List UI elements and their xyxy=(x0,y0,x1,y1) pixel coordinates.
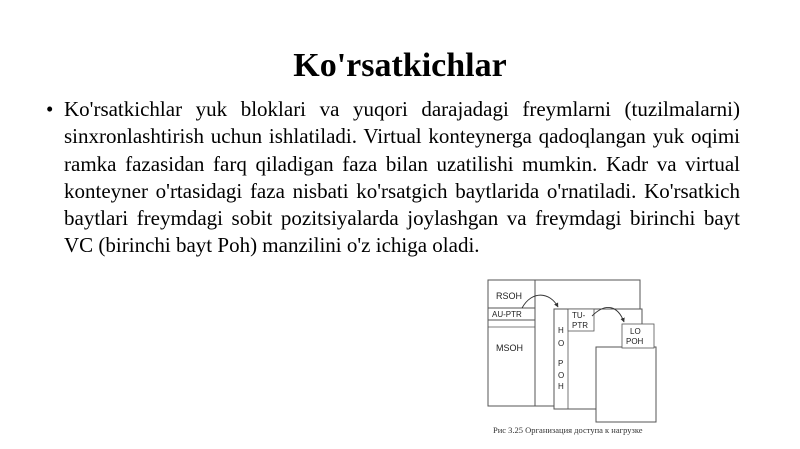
lo-poh-label-line1: LO xyxy=(630,327,641,336)
msoh-label: MSOH xyxy=(496,343,523,353)
au-ptr-label: AU-PTR xyxy=(492,310,522,319)
bullet-symbol: • xyxy=(46,97,54,121)
rsoh-label: RSOH xyxy=(496,291,523,301)
ho-poh-char: H xyxy=(558,326,564,335)
slide-title: Ko'rsatkichlar xyxy=(293,47,507,84)
figure-caption: Рис 3.25 Организация доступа к нагрузке xyxy=(493,425,643,435)
tu-ptr-label-line1: TU- xyxy=(572,311,586,320)
ho-poh-char: O xyxy=(558,371,565,380)
bullet-text: Ko'rsatkichlar yuk bloklari va yuqori darajadagi freymlarni (tuzilmalarni) sinxronlashtirish uchun ishlatiladi. Virtual konteynerga qadoqlangan yuk oqimi ramka fazasidan farq qiladigan faza bilan uzatilishi mumkin. Kadr va virtual konteyner o'rtasidagi faza nisbati ko'rsatgich baytlarida o'rnatiladi. Ko'rsatkich baytlari freymdagi sobit pozitsiyalarda joylashgan va freymdagi birinchi bayt VC (birinchi bayt Poh) manzilini o'z ichiga oladi. xyxy=(64,97,740,258)
pointer-access-diagram xyxy=(486,276,666,426)
lo-vc-box xyxy=(596,347,656,422)
ho-poh-char: P xyxy=(558,359,564,368)
lo-poh-label-line2: POH xyxy=(626,337,644,346)
tu-ptr-label-line2: PTR xyxy=(572,321,588,330)
ho-poh-char: O xyxy=(558,339,565,348)
ho-poh-char: H xyxy=(558,382,564,391)
